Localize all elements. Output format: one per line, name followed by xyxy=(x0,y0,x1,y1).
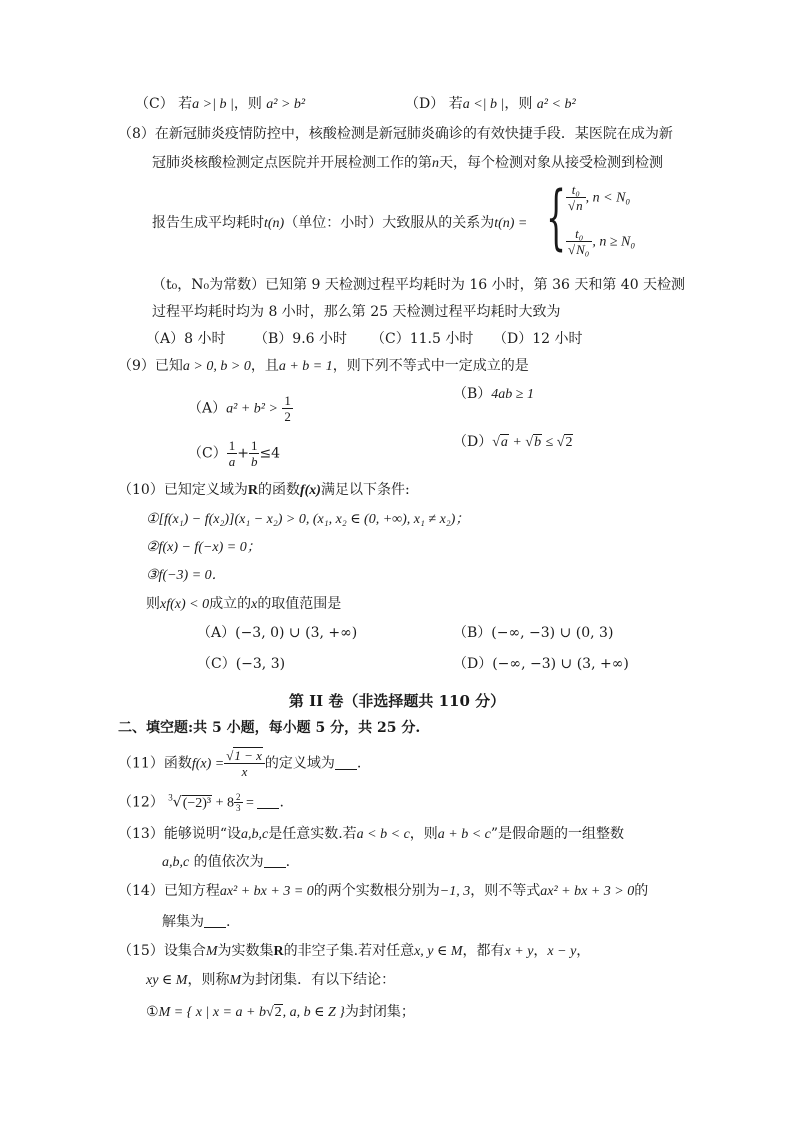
q9-option-d: （D）√a + √b ≤ √2 xyxy=(453,434,573,450)
q15-line1: （15）设集合M为实数集R的非空子集.若对任意x, y ∈ M，都有x + y，x − y， xyxy=(118,943,591,959)
q11-answer-blank[interactable] xyxy=(335,757,357,770)
q8-option-a: （A）8 小时 xyxy=(146,331,226,347)
q10-condition-3: ③f(−3) = 0． xyxy=(146,568,226,583)
q8-line5: 过程平均耗时均为 8 小时，那么第 25 天检测过程平均耗时大致为 xyxy=(152,304,561,320)
q12-answer-blank[interactable] xyxy=(257,796,279,809)
q8-case1: $\frac{\text{t₀}}{√n}$ , n < N₀ xyxy=(568,182,631,213)
q15-item1: ①M = { x | x = a + b√2, a, b ∈ Z }为封闭集； xyxy=(146,1004,415,1020)
q14-answer-blank[interactable] xyxy=(204,915,226,928)
q8-line3: 报告生成平均耗时t(n)（单位：小时）大致服从的关系为t(n) = xyxy=(152,215,528,231)
q10-option-d: （D）(−∞, −3) ∪ (3, +∞) xyxy=(453,656,629,672)
q8-option-c: （C）11.5 小时 xyxy=(371,331,474,347)
q15-line2: xy ∈ M，则称M为封闭集．有以下结论： xyxy=(146,972,396,988)
q9-option-b: （B）4ab ≥ 1 xyxy=(453,386,534,402)
q9-option-a: （A）a² + b² > $\frac{1}{2}$ xyxy=(188,393,291,424)
q8-line2: 冠肺炎核酸检测定点医院并开展检测工作的第n天，每个检测对象从接受检测到检测 xyxy=(152,155,663,171)
q9-option-c: （C） $\frac{1}{a}$ + $\frac{1}{b}$ ≤4 xyxy=(188,438,281,469)
q10-condition-1: ①[f(x₁) − f(x₂)](x₁ − x₂) > 0, (x₁, x₂ ∈ (0, +∞), x₁ ≠ x₂)； xyxy=(146,512,470,527)
part-two-title: 第 II 卷（非选择题共 110 分） xyxy=(288,692,506,710)
q10-option-a: （A）(−3, 0) ∪ (3, +∞) xyxy=(197,625,358,641)
q13-answer-blank[interactable] xyxy=(264,855,286,868)
q9-stem: （9）已知a > 0, b > 0，且a + b = 1，则下列不等式中一定成立的是 xyxy=(118,358,529,374)
piecewise-brace: { xyxy=(546,176,567,258)
section-two-title: 二、填空题:共 5 小题，每小题 5 分，共 25 分. xyxy=(118,720,421,736)
q7-option-c: （C） 若a >| b |，则 a² > b² xyxy=(135,96,306,112)
q10-condition-2: ②f(x) − f(−x) = 0； xyxy=(146,540,261,555)
q8-case2: $\frac{\text{t₀}}{\text{√N₀}}$ , n ≥ N₀ xyxy=(568,226,636,257)
q8-line1: （8）在新冠肺炎疫情防控中，核酸检测是新冠肺炎确诊的有效快捷手段．某医院在成为新 xyxy=(118,126,673,142)
q10-stem: （10）已知定义域为R的函数f(x)满足以下条件: xyxy=(118,482,410,498)
q14-line1: （14）已知方程ax² + bx + 3 = 0的两个实数根分别为−1, 3，则不等式ax² + bx + 3 > 0的 xyxy=(118,883,649,899)
q11: （11）函数f(x) = $\frac{√1 - x}{x}$ 的定义域为 . xyxy=(118,748,362,779)
q8-line4: （t₀，N₀为常数）已知第 9 天检测过程平均耗时为 16 小时，第 36 天和第 40 天检测 xyxy=(152,277,686,293)
q13-line1: （13）能够说明“设a,b,c是任意实数.若a < b < c，则a + b < c”是假命题的一组整数 xyxy=(118,826,625,842)
q7-option-d: （D） 若a <| b |，则 a² < b² xyxy=(405,96,576,112)
q14-line2: 解集为 . xyxy=(162,914,231,930)
q10-ask: 则xf(x) < 0成立的x的取值范围是 xyxy=(146,596,342,612)
q8-option-d: （D）12 小时 xyxy=(493,331,583,347)
q13-line2: a,b,c 的值依次为 . xyxy=(162,854,291,870)
q12: （12） $^3$√(−2)³ + 8 $\frac{2}{3}$ = . xyxy=(118,792,284,813)
q10-option-c: （C）(−3, 3) xyxy=(197,656,286,672)
q10-option-b: （B）(−∞, −3) ∪ (0, 3) xyxy=(453,625,614,641)
q8-option-b: （B）9.6 小时 xyxy=(254,331,348,347)
